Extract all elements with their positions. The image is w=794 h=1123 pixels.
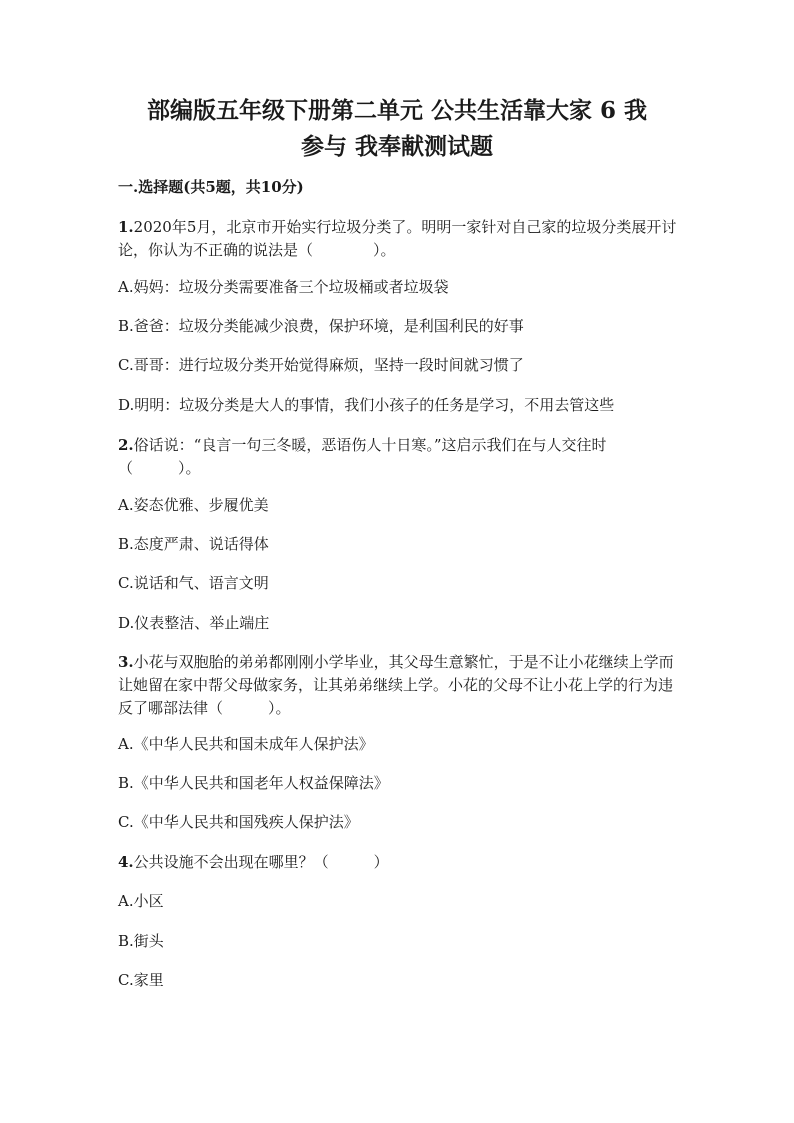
question-3 [118, 651, 678, 720]
question-stem: 俗话说：“良言一句三冬暖，恶语伤人十日寒。”这启示我们在与人交往时（ ）。 [118, 436, 607, 477]
question-number: 4. [118, 853, 134, 871]
option-2b: B.态度严肃、说话得体 [118, 535, 269, 553]
question-stem: 公共设施不会出现在哪里？（ ） [133, 853, 389, 871]
option-1a: A.妈妈：垃圾分类需要准备三个垃圾桶或者垃圾袋 [118, 278, 449, 296]
question-stem: 2020年5月，北京市开始实行垃圾分类了。明明一家针对自己家的垃圾分类展开讨论，你认为不正确的说法是（ ）。 [118, 218, 677, 259]
title-line-1: 部编版五年级下册第二单元 公共生活靠大家 6 我 [146, 97, 648, 124]
question-stem: 小花与双胞胎的弟弟都刚刚小学毕业，其父母生意繁忙，于是不让小花继续上学而让她留在家中帮父母做家务，让其弟弟继续上学。小花的父母不让小花上学的行为违反了哪部法律（ ）。 [118, 653, 674, 717]
option-2a: A.姿态优雅、步履优美 [118, 496, 269, 514]
question-number: 1. [118, 218, 134, 236]
option-3b: B.《中华人民共和国老年人权益保障法》 [118, 774, 389, 792]
option-4b: B.街头 [118, 932, 164, 950]
option-1d: D.明明：垃圾分类是大人的事情，我们小孩子的任务是学习，不用去管这些 [118, 396, 615, 414]
section-heading: 一.选择题(共5题，共10分) [118, 178, 304, 196]
option-4c: C.家里 [118, 971, 164, 989]
option-2c: C.说话和气、语言文明 [118, 574, 269, 592]
question-2 [118, 434, 678, 480]
option-4a: A.小区 [118, 892, 164, 910]
option-3a: A.《中华人民共和国未成年人保护法》 [118, 735, 374, 753]
option-1b: B.爸爸：垃圾分类能减少浪费，保护环境，是利国利民的好事 [118, 317, 524, 335]
question-number: 3. [118, 653, 134, 671]
question-1 [118, 216, 678, 262]
page-title [100, 93, 694, 165]
question-4 [118, 851, 678, 874]
option-2d: D.仪表整洁、举止端庄 [118, 614, 270, 632]
option-1c: C.哥哥：进行垃圾分类开始觉得麻烦，坚持一段时间就习惯了 [118, 356, 524, 374]
question-number: 2. [118, 436, 134, 454]
title-line-2: 参与 我奉献测试题 [300, 133, 493, 160]
option-3c: C.《中华人民共和国残疾人保护法》 [118, 813, 359, 831]
